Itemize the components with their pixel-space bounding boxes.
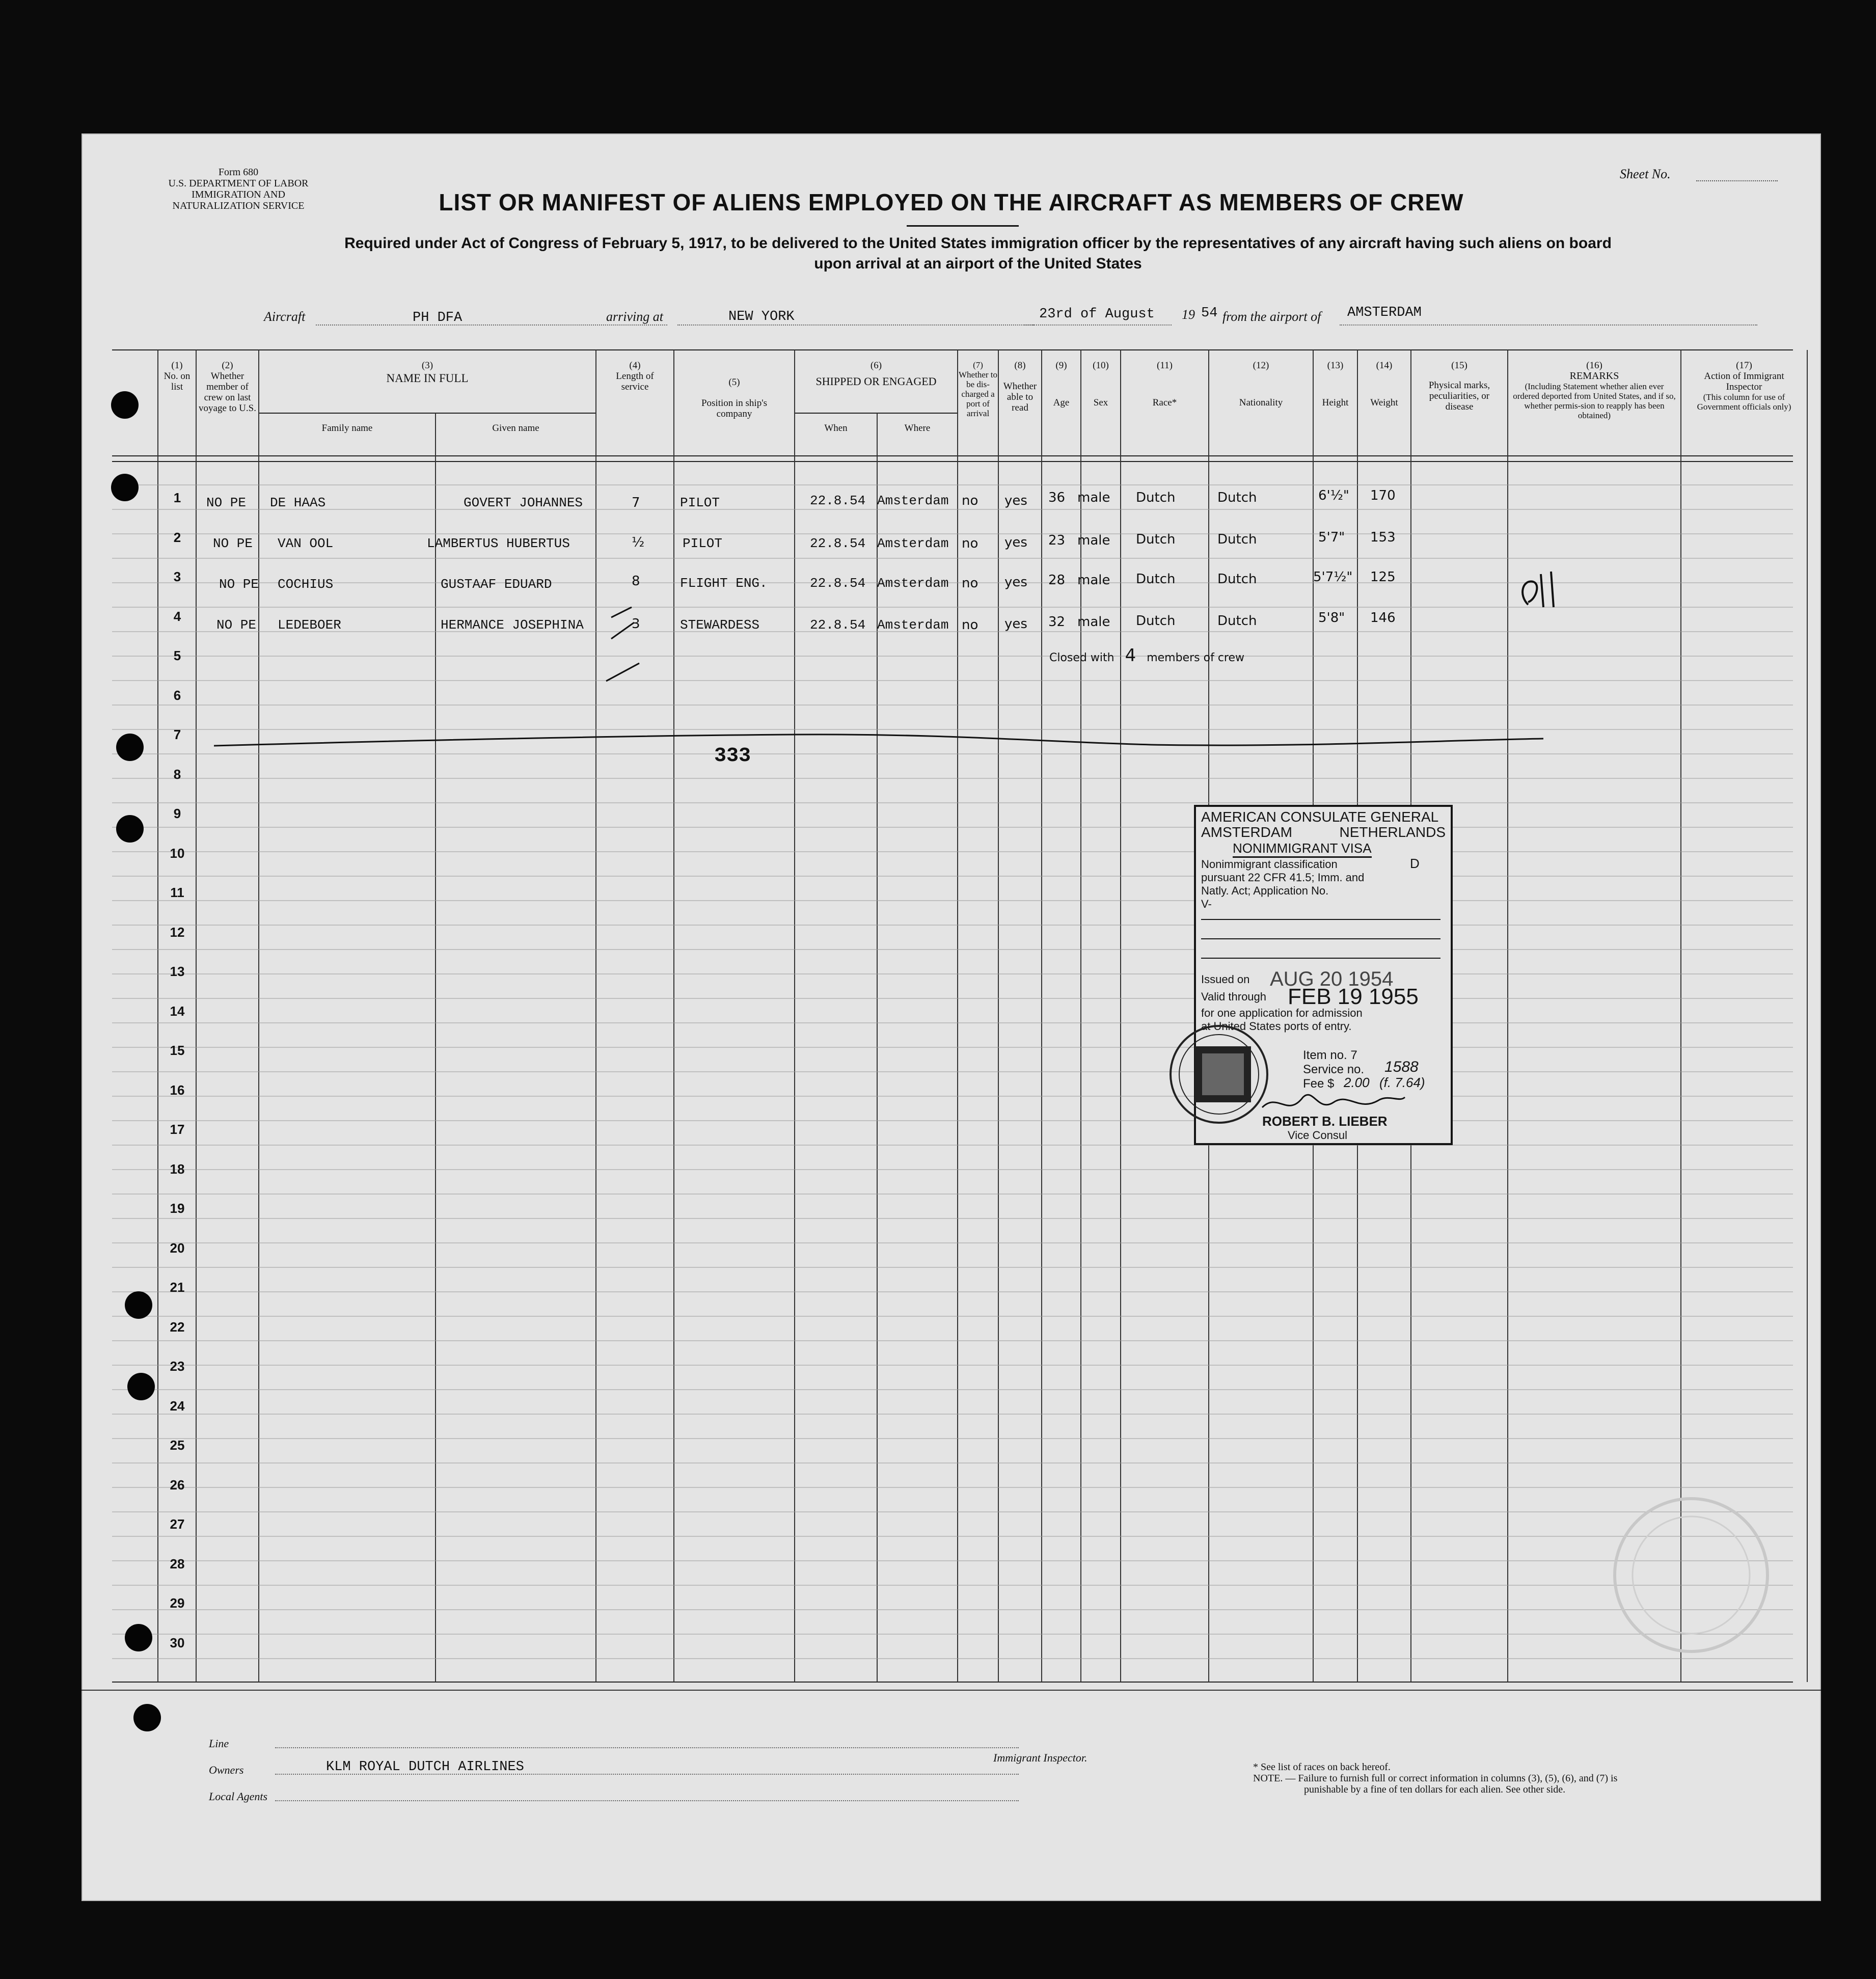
stamp-valid-label: Valid through xyxy=(1201,990,1267,1003)
row-number: 29 xyxy=(170,1595,185,1611)
crew-prev-voyage: NO PE xyxy=(213,536,253,551)
crew-family-name: VAN OOL xyxy=(278,536,334,551)
document-title: LIST OR MANIFEST OF ALIENS EMPLOYED ON THE AIRCRAFT AS MEMBERS OF CREW xyxy=(439,189,1464,215)
embossed-seal xyxy=(1605,1488,1778,1662)
punch-hole xyxy=(125,1624,152,1651)
row-number: 19 xyxy=(170,1201,185,1216)
punch-hole xyxy=(127,1373,155,1400)
arriving-label: arriving at xyxy=(606,309,663,324)
crew-race: Dutch xyxy=(1136,613,1176,629)
crew-shipped-when: 22.8.54 xyxy=(810,493,866,508)
crew-prev-voyage: NO PE xyxy=(206,495,247,510)
row-number: 3 xyxy=(173,569,181,584)
manifest-sheet xyxy=(81,133,1821,1901)
stamp-visa-type: NONIMMIGRANT VISA xyxy=(1233,841,1372,858)
col17-header: (17) Action of Immigrant Inspector (This column for use of Government officials only) xyxy=(1697,360,1791,412)
department-name: U.S. DEPARTMENT OF LABOR xyxy=(168,178,309,189)
from-airport-label: from the airport of xyxy=(1222,309,1321,324)
crew-family-name: LEDEBOER xyxy=(278,617,341,633)
crew-sex: male xyxy=(1077,490,1110,505)
arriving-value: NEW YORK xyxy=(728,309,795,324)
arrival-date: 23rd of August xyxy=(1039,307,1155,322)
crew-able-to-read: yes xyxy=(1004,535,1027,550)
stamp-fee-label: Fee $ xyxy=(1303,1077,1335,1091)
aircraft-value: PH DFA xyxy=(413,310,463,326)
form-number: Form 680 xyxy=(218,167,259,178)
crew-height: 5'7½" xyxy=(1313,570,1353,585)
page-number: 333 xyxy=(714,745,751,768)
stamp-rule xyxy=(1201,958,1440,959)
owners-field xyxy=(275,1774,1019,1775)
row-number: 7 xyxy=(173,727,181,742)
stamp-city: AMSTERDAM xyxy=(1201,824,1292,840)
punch-hole xyxy=(111,391,139,419)
crew-family-name: COCHIUS xyxy=(278,577,334,592)
crew-given-name: HERMANCE JOSEPHINA xyxy=(441,617,584,633)
row-number: 23 xyxy=(170,1359,185,1374)
crew-service-length: 3 xyxy=(632,616,640,632)
local-agents-field xyxy=(275,1800,1019,1801)
year-value: 54 xyxy=(1201,306,1218,321)
crew-weight: 153 xyxy=(1370,530,1396,545)
races-note: * See list of races on back hereof. xyxy=(1253,1761,1391,1773)
consul-signature xyxy=(1257,1082,1410,1123)
row-number: 13 xyxy=(170,964,185,979)
crew-service-length: 7 xyxy=(632,495,640,510)
row-number: 4 xyxy=(173,608,181,624)
col4-header: (4) Length of service xyxy=(616,360,654,392)
stamp-service-number: 1588 xyxy=(1384,1059,1419,1075)
col3b-header: Given name xyxy=(492,423,539,433)
row-number: 8 xyxy=(173,766,181,782)
stamp-consul-name: ROBERT B. LIEBER xyxy=(1262,1114,1388,1129)
crew-race: Dutch xyxy=(1136,532,1176,547)
crew-age: 28 xyxy=(1048,573,1066,588)
stamp-item-number: Item no. 7 xyxy=(1303,1048,1357,1062)
closed-note-suffix: members of crew xyxy=(1147,652,1244,664)
col11-header: (11) Race* xyxy=(1152,360,1177,408)
crew-prev-voyage: NO PE xyxy=(219,577,259,592)
penalty-note-2: punishable by a fine of ten dollars for each alien. See other side. xyxy=(1304,1784,1566,1795)
punch-hole xyxy=(111,474,139,501)
row-number: 5 xyxy=(173,648,181,663)
row-number: 6 xyxy=(173,687,181,703)
crew-shipped-where: Amsterdam xyxy=(877,576,949,591)
crew-nationality: Dutch xyxy=(1217,613,1257,629)
crew-discharged: no xyxy=(962,493,978,508)
col3-header: (3) NAME IN FULL xyxy=(386,360,469,385)
row-number: 15 xyxy=(170,1043,185,1058)
crew-nationality: Dutch xyxy=(1217,532,1257,547)
row-number: 25 xyxy=(170,1438,185,1453)
stamp-valid-date: FEB 19 1955 xyxy=(1288,984,1419,1009)
crew-prev-voyage: NO PE xyxy=(216,617,257,633)
owners-value: KLM ROYAL DUTCH AIRLINES xyxy=(326,1759,524,1775)
row-number: 20 xyxy=(170,1240,185,1256)
stamp-classification-label: Nonimmigrant classification xyxy=(1201,858,1338,871)
crew-sex: male xyxy=(1077,614,1110,630)
closed-note-count: 4 xyxy=(1125,645,1136,666)
footer-notes xyxy=(1253,1761,1617,1795)
crew-shipped-where: Amsterdam xyxy=(877,536,949,551)
col6b-header: Where xyxy=(904,423,931,433)
row-number: 24 xyxy=(170,1398,185,1414)
col6-header: (6) SHIPPED OR ENGAGED xyxy=(815,360,937,388)
punch-hole xyxy=(116,734,144,761)
crew-sex: male xyxy=(1077,533,1110,548)
subtitle-line-2: upon arrival at an airport of the United States xyxy=(814,255,1142,272)
local-agents-label: Local Agents xyxy=(209,1790,268,1803)
year-prefix: 19 xyxy=(1182,307,1195,322)
row-number: 18 xyxy=(170,1161,185,1177)
col12-header: (12) Nationality xyxy=(1239,360,1283,408)
crew-family-name: DE HAAS xyxy=(270,495,326,510)
crew-shipped-where: Amsterdam xyxy=(877,617,949,633)
crew-position: PILOT xyxy=(680,495,720,510)
crew-position: FLIGHT ENG. xyxy=(680,576,768,591)
crew-race: Dutch xyxy=(1136,572,1176,587)
stamp-service-label: Service no. xyxy=(1303,1063,1365,1076)
row-number: 26 xyxy=(170,1477,185,1493)
stamp-fee-extra: (f. 7.64) xyxy=(1379,1075,1425,1090)
row-number: 11 xyxy=(170,885,184,900)
line-label: Line xyxy=(209,1737,229,1750)
crew-age: 36 xyxy=(1048,490,1066,505)
stamp-application: Natly. Act; Application No. xyxy=(1201,884,1329,897)
crew-position: PILOT xyxy=(683,536,723,551)
crew-shipped-when: 22.8.54 xyxy=(810,617,866,633)
row-number: 10 xyxy=(170,845,185,861)
stamp-issued-date: AUG 20 1954 xyxy=(1270,968,1394,990)
row-number: 27 xyxy=(170,1516,185,1532)
punch-hole xyxy=(125,1291,152,1319)
crew-weight: 146 xyxy=(1370,610,1396,626)
crew-able-to-read: yes xyxy=(1004,616,1027,632)
service-name: IMMIGRATION AND NATURALIZATION SERVICE xyxy=(172,189,305,211)
col10-header: (10) Sex xyxy=(1093,360,1109,408)
crew-nationality: Dutch xyxy=(1217,572,1257,587)
crew-position: STEWARDESS xyxy=(680,617,760,633)
stamp-classification: D xyxy=(1410,856,1420,871)
crew-sex: male xyxy=(1077,573,1110,588)
row-number: 22 xyxy=(170,1319,185,1335)
punch-hole xyxy=(116,815,144,843)
col3a-header: Family name xyxy=(321,423,373,433)
sheet-number-label: Sheet No. xyxy=(1620,167,1671,181)
crew-given-name: GUSTAAF EDUARD xyxy=(441,577,552,592)
stamp-regulation: pursuant 22 CFR 41.5; Imm. and xyxy=(1201,871,1365,884)
col2-header: (2) Whether member of crew on last voyage to U.S. xyxy=(199,360,256,414)
row-number: 21 xyxy=(170,1280,185,1295)
subtitle-line-1: Required under Act of Congress of February 5, 1917, to be delivered to the United States immigration officer by the representatives of any aircraft having such aliens on board xyxy=(344,235,1612,252)
row-number: 30 xyxy=(170,1635,185,1650)
row-number: 9 xyxy=(173,806,181,821)
crew-age: 32 xyxy=(1048,614,1066,630)
row4-strike-line xyxy=(214,735,1543,746)
row-number: 12 xyxy=(170,924,185,940)
stamp-rule xyxy=(1201,938,1440,939)
stamp-fee-amount: 2.00 xyxy=(1344,1075,1370,1090)
stamp-ports-note: at United States ports of entry. xyxy=(1201,1020,1352,1033)
crew-height: 5'7" xyxy=(1318,530,1345,545)
stamp-issued-label: Issued on xyxy=(1201,973,1250,986)
aircraft-label: Aircraft xyxy=(264,309,306,324)
col15-header: (15) Physical marks, peculiarities, or disease xyxy=(1428,360,1490,412)
crew-discharged: no xyxy=(962,617,978,633)
col7-header: (7) Whether to be dis-charged a port of arrival xyxy=(959,360,997,418)
row-number: 17 xyxy=(170,1122,185,1137)
crew-height: 5'8" xyxy=(1318,610,1345,626)
col9-header: (9) Age xyxy=(1053,360,1070,408)
crew-service-length: 8 xyxy=(632,574,640,589)
inspector-initials xyxy=(1513,564,1569,620)
col14-header: (14) Weight xyxy=(1370,360,1398,408)
row-number: 1 xyxy=(173,490,181,505)
crew-nationality: Dutch xyxy=(1217,490,1257,505)
col16-header: (16) REMARKS (Including Statement whether alien ever ordered deported from United States, and if so, whether permis-sion to reapply has been obtained) xyxy=(1513,360,1676,420)
col1-header: (1) No. on list xyxy=(164,360,191,392)
closed-note xyxy=(1049,645,1244,666)
from-airport-value: AMSTERDAM xyxy=(1347,305,1422,320)
col5-header: (5) Position in ship's company xyxy=(701,377,768,419)
crew-shipped-when: 22.8.54 xyxy=(810,576,866,591)
immigrant-inspector-label: Immigrant Inspector. xyxy=(993,1751,1087,1764)
stamp-visa-number: V- xyxy=(1201,898,1212,910)
crew-weight: 125 xyxy=(1370,570,1396,585)
visa-stamp xyxy=(1194,805,1453,1145)
closed-note-prefix: Closed with xyxy=(1049,652,1114,664)
crew-service-length: ½ xyxy=(632,535,645,550)
crew-given-name: LAMBERTUS HUBERTUS xyxy=(427,536,570,551)
crew-shipped-when: 22.8.54 xyxy=(810,536,866,551)
crew-height: 6'½" xyxy=(1318,488,1349,503)
col6a-header: When xyxy=(824,423,848,433)
punch-hole xyxy=(133,1704,161,1731)
crew-able-to-read: yes xyxy=(1004,575,1027,590)
crew-given-name: GOVERT JOHANNES xyxy=(464,495,583,510)
crew-able-to-read: yes xyxy=(1004,493,1027,508)
stamp-rule xyxy=(1201,919,1440,920)
stamp-consulate: AMERICAN CONSULATE GENERAL xyxy=(1201,809,1439,825)
row-number: 28 xyxy=(170,1556,185,1571)
crew-shipped-where: Amsterdam xyxy=(877,493,949,508)
footer-rule xyxy=(81,1690,1821,1691)
crew-weight: 170 xyxy=(1370,488,1396,503)
line-field xyxy=(275,1747,1019,1748)
owners-label: Owners xyxy=(209,1764,244,1776)
stamp-consul-title: Vice Consul xyxy=(1288,1129,1347,1142)
stamp-admission-note: for one application for admission xyxy=(1201,1007,1363,1019)
penalty-note-1: NOTE. — Failure to furnish full or correct information in columns (3), (5), (6), and (7) is xyxy=(1253,1773,1618,1784)
stamp-country: NETHERLANDS xyxy=(1339,824,1446,840)
col13-header: (13) Height xyxy=(1322,360,1349,408)
col8-header: (8) Whether able to read xyxy=(1003,360,1037,413)
crew-age: 23 xyxy=(1048,533,1066,548)
row-number: 16 xyxy=(170,1082,185,1098)
row-number: 2 xyxy=(173,529,181,545)
crew-discharged: no xyxy=(962,576,978,591)
crew-discharged: no xyxy=(962,536,978,551)
row-number: 14 xyxy=(170,1003,185,1019)
crew-race: Dutch xyxy=(1136,490,1176,505)
